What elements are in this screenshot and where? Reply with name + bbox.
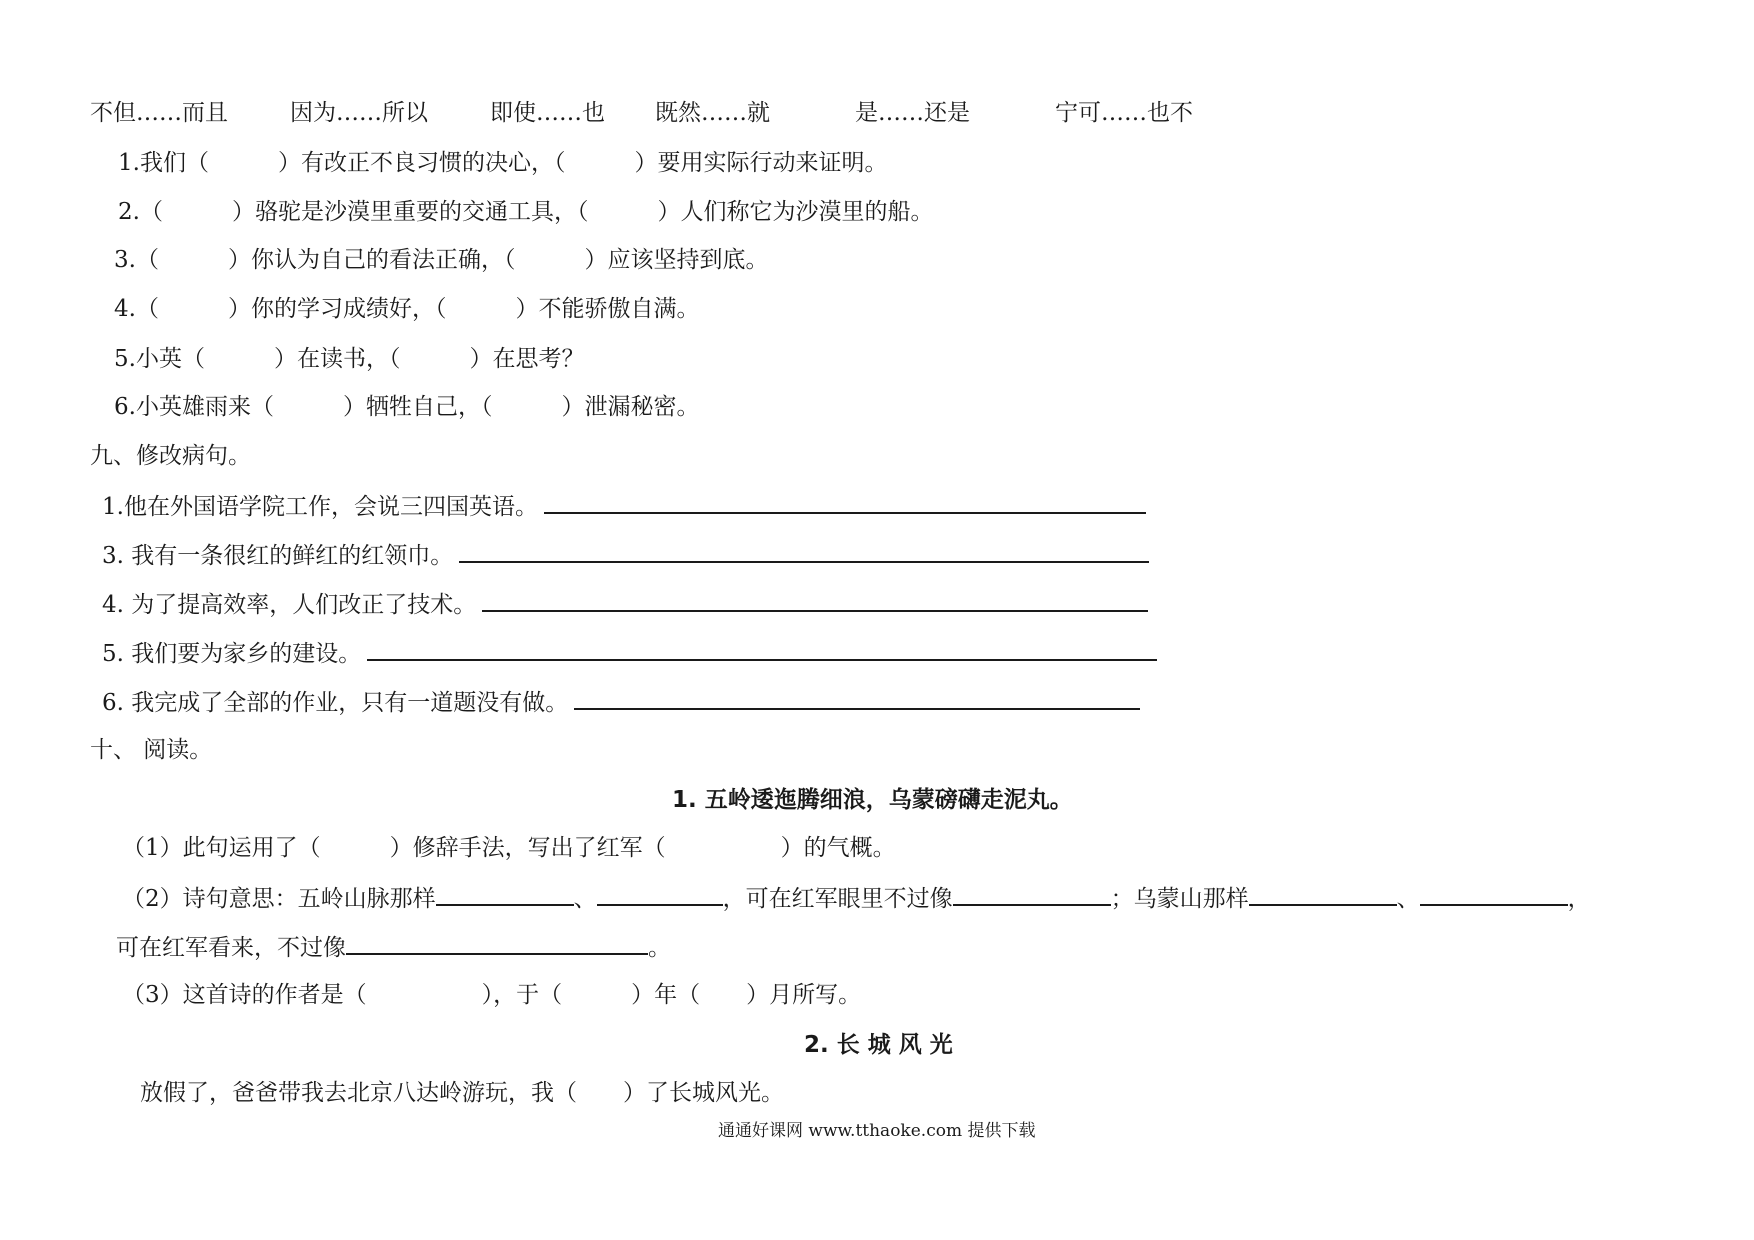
correction-item-6-text: 6. 我完成了全部的作业，只有一道题没有做。 (102, 690, 569, 716)
q2-blank-6[interactable] (346, 931, 648, 955)
passage-text: 放假了，爸爸带我去北京八达岭游玩，我（ ）了长城风光。 (140, 1080, 784, 1106)
fill-item-1: 1.我们（ ）有改正不良习惯的决心，（ ）要用实际行动来证明。 (118, 150, 888, 176)
q2-part-e: 、 (1396, 886, 1420, 912)
correction-answer-line-6[interactable] (574, 686, 1140, 710)
fill-item-3: 3.（ ）你认为自己的看法正确，（ ）应该坚持到底。 (114, 247, 769, 273)
conjunction-6: 宁可……也不 (1055, 100, 1193, 126)
q2-blank-1[interactable] (436, 882, 574, 906)
correction-answer-line-5[interactable] (367, 637, 1157, 661)
section10-title: 十、 阅读。 (90, 737, 213, 763)
correction-answer-line-4[interactable] (482, 588, 1148, 612)
section9-title: 九、修改病句。 (90, 443, 251, 469)
q2-blank-4[interactable] (1249, 882, 1397, 906)
fill-item-6: 6.小英雄雨来（ ）牺牲自己，（ ）泄漏秘密。 (114, 394, 700, 420)
q2-part-d: ；乌蒙山那样 (1110, 886, 1249, 912)
q2-blank-5[interactable] (1420, 882, 1568, 906)
correction-item-1 (102, 490, 1146, 522)
q2-part-g: 可在红军看来，不过像 (116, 935, 346, 961)
conjunction-4: 既然……就 (655, 100, 770, 126)
reading-question-3: （3）这首诗的作者是（ ），于（ ）年（ ）月所写。 (122, 982, 862, 1008)
reading-question-2 (122, 882, 1591, 914)
conjunction-1: 不但……而且 (90, 100, 228, 126)
correction-item-4-text: 4. 为了提高效率，人们改正了技术。 (102, 592, 477, 618)
passage-heading: 2. 长 城 风 光 (804, 1032, 953, 1058)
conjunction-5: 是……还是 (855, 100, 970, 126)
q2-part-b: 、 (573, 886, 597, 912)
correction-item-3-text: 3. 我有一条很红的鲜红的红领巾。 (102, 543, 454, 569)
correction-answer-line-1[interactable] (544, 490, 1146, 514)
fill-item-4: 4.（ ）你的学习成绩好，（ ）不能骄傲自满。 (114, 296, 700, 322)
conjunction-3: 即使……也 (490, 100, 605, 126)
correction-item-6 (102, 686, 1140, 718)
correction-item-4 (102, 588, 1148, 620)
correction-item-3 (102, 539, 1149, 571)
correction-answer-line-3[interactable] (459, 539, 1149, 563)
fill-item-5: 5.小英（ ）在读书，（ ）在思考？ (114, 346, 585, 372)
q2-part-c: ，可在红军眼里不过像 (722, 886, 953, 912)
reading-question-1: （1）此句运用了（ ）修辞手法，写出了红军（ ）的气概。 (122, 835, 896, 861)
q2-blank-3[interactable] (953, 882, 1111, 906)
poem-heading: 1. 五岭逶迤腾细浪，乌蒙磅礴走泥丸。 (672, 787, 1073, 813)
footer-credit: 通通好课网 www.tthaoke.com 提供下载 (718, 1121, 1036, 1141)
fill-item-2: 2.（ ）骆驼是沙漠里重要的交通工具，（ ）人们称它为沙漠里的船。 (118, 199, 934, 225)
q2-part-f: ， (1567, 886, 1591, 912)
q2-part-a: （2）诗句意思：五岭山脉那样 (122, 886, 436, 912)
conjunction-bank (90, 98, 1193, 128)
q2-blank-2[interactable] (597, 882, 723, 906)
correction-item-5 (102, 637, 1157, 669)
correction-item-1-text: 1.他在外国语学院工作，会说三四国英语。 (102, 494, 538, 520)
q2-part-h: 。 (648, 935, 671, 961)
reading-question-2-continued (116, 931, 671, 963)
conjunction-2: 因为……所以 (290, 100, 428, 126)
correction-item-5-text: 5. 我们要为家乡的建设。 (102, 641, 362, 667)
